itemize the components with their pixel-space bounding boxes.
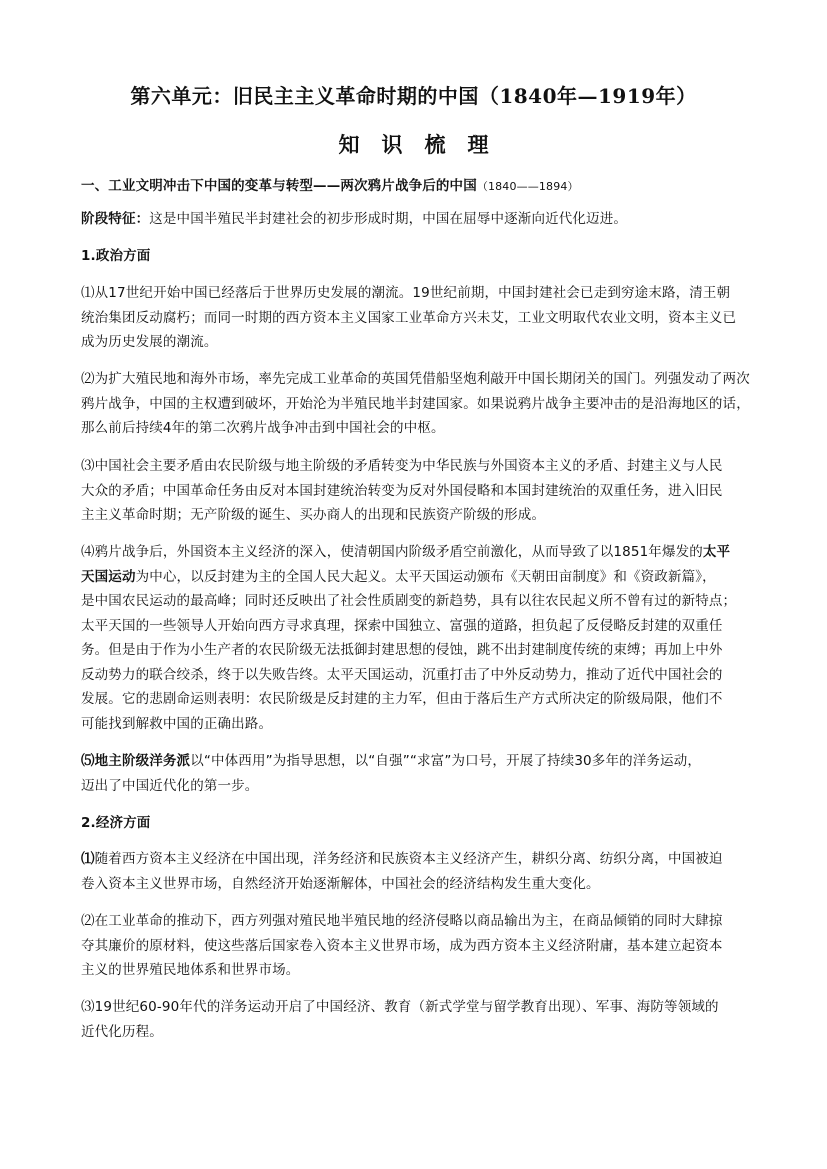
text-line: ⑶19世纪60-90年代的洋务运动开启了中国经济、教育（新式学堂与留学教育出现）、军事、海防等领域的 bbox=[81, 999, 719, 1015]
stage-text: 这是中国半殖民半封建社会的初步形成时期，中国在屈辱中逐渐向近代化迈进。 bbox=[149, 211, 627, 227]
text-line: 太平天国的一些领导人开始向西方寻求真理，探索中国独立、富强的道路，担负起了反侵略反封建的双重任 bbox=[81, 617, 723, 634]
economy-paragraph-1 bbox=[81, 847, 753, 896]
politics-paragraph-1 bbox=[81, 281, 753, 355]
politics-heading: 1.政治方面 bbox=[81, 248, 151, 264]
text-line: ⑶中国社会主要矛盾由农民阶级与地主阶级的矛盾转变为中华民族与外国资本主义的矛盾、封建主义与人民 bbox=[81, 458, 723, 474]
page-subtitle: 知识梳理 bbox=[338, 132, 511, 157]
bold-term: 天国运动 bbox=[81, 568, 136, 585]
text-line: 统治集团反动腐朽；而同一时期的西方资本主义国家工业革命方兴未艾，工业文明取代农业文明，资本主义已 bbox=[81, 309, 737, 326]
bold-term: 太平 bbox=[702, 544, 731, 560]
text-run: 随着西方资本主义经济在中国出现，洋务经济和民族资本主义经济产生，耕织分离、纺织分离，中国被迫 bbox=[94, 851, 723, 867]
politics-paragraph-3 bbox=[81, 454, 753, 528]
politics-paragraph-2 bbox=[81, 367, 753, 441]
stage-label: 阶段特征： bbox=[81, 211, 150, 227]
politics-paragraph-4 bbox=[81, 540, 753, 736]
economy-paragraph-2 bbox=[81, 909, 753, 983]
text-line: 夺其廉价的原材料，使这些落后国家卷入资本主义世界市场，成为西方资本主义经济附庸，基本建立起资本 bbox=[81, 937, 723, 954]
text-run: 以“中体西用”为指导思想，以“自强”“求富”为口号，开展了持续30多年的洋务运动， bbox=[190, 753, 701, 769]
economy-paragraph-3 bbox=[81, 995, 753, 1044]
text-line: ⑵在工业革命的推动下，西方列强对殖民地半殖民地的经济侵略以商品输出为主，在商品倾销的同时大肆掠 bbox=[81, 913, 723, 929]
text-line: 主主义革命时期；无产阶级的诞生、买办商人的出现和民族资产阶级的形成。 bbox=[81, 507, 546, 523]
text-line: 是中国农民运动的最高峰；同时还反映出了社会性质剧变的新趋势，具有以往农民起义所不曾有过的新特点； bbox=[81, 593, 737, 609]
text-run: ⑷鸦片战争后，外国资本主义经济的深入，使清朝国内阶级矛盾空前激化，从而导致了以1851年爆发的 bbox=[81, 544, 703, 560]
text-line: 大众的矛盾；中国革命任务由反对本国封建统治转变为反对外国侵略和本国封建统治的双重任务，进入旧民 bbox=[81, 482, 723, 499]
text-line: 反动势力的联合绞杀，终于以失败告终。太平天国运动，沉重打击了中外反动势力，推动了近代中国社会的 bbox=[81, 666, 723, 683]
text-line: ⑴从17世纪开始中国已经落后于世界历史发展的潮流。19世纪前期，中国封建社会已走到穷途末路，清王朝 bbox=[81, 285, 731, 301]
politics-paragraph-5 bbox=[81, 749, 753, 798]
economy-heading: 2.经济方面 bbox=[81, 815, 151, 831]
text-line bbox=[81, 540, 753, 565]
text-line bbox=[81, 565, 753, 590]
text-line: 鸦片战争，中国的主权遭到破坏，开始沦为半殖民地半封建国家。如果说鸦片战争主要冲击的是沿海地区的话， bbox=[81, 395, 750, 412]
text-line: 成为历史发展的潮流。 bbox=[81, 334, 218, 350]
text-run: 为中心，以反封建为主的全国人民大起义。太平天国运动颁布《天朝田亩制度》和《资政新篇》， bbox=[135, 568, 716, 585]
text-line bbox=[81, 847, 753, 872]
text-line: ⑵为扩大殖民地和海外市场，率先完成工业革命的英国凭借船坚炮利敲开中国长期闭关的国门。列强发动了两次 bbox=[81, 371, 750, 387]
text-line: 卷入资本主义世界市场，自然经济开始逐渐解体，中国社会的经济结构发生重大变化。 bbox=[81, 875, 600, 892]
text-line: 那么前后持续4年的第二次鸦片战争冲击到中国社会的中枢。 bbox=[81, 420, 445, 436]
page-title: 第六单元：旧民主主义革命时期的中国（1840年—1919年） bbox=[130, 84, 697, 108]
section-heading-dates: （1840——1894） bbox=[476, 180, 579, 193]
text-line: 务。但是由于作为小生产者的农民阶级无法抵御封建思想的侵蚀，跳不出封建制度传统的束缚；再加上中外 bbox=[81, 642, 723, 658]
text-line: 主义的世界殖民地体系和世界市场。 bbox=[81, 962, 300, 978]
section-heading-text: 一、工业文明冲击下中国的变革与转型——两次鸦片战争后的中国 bbox=[81, 178, 477, 194]
text-line: 发展。它的悲剧命运则表明：农民阶级是反封建的主力军，但由于落后生产方式所决定的阶级局限，他们不 bbox=[81, 691, 723, 707]
text-line: 迈出了中国近代化的第一步。 bbox=[81, 777, 259, 794]
stage-paragraph bbox=[81, 207, 753, 232]
bold-term: ⑸地主阶级洋务派 bbox=[81, 753, 191, 769]
section-heading bbox=[81, 174, 753, 200]
text-line bbox=[81, 749, 753, 774]
text-line: 近代化历程。 bbox=[81, 1023, 163, 1040]
bold-term: ⑴ bbox=[81, 851, 95, 867]
text-line: 可能找到解救中国的正确出路。 bbox=[81, 715, 273, 732]
